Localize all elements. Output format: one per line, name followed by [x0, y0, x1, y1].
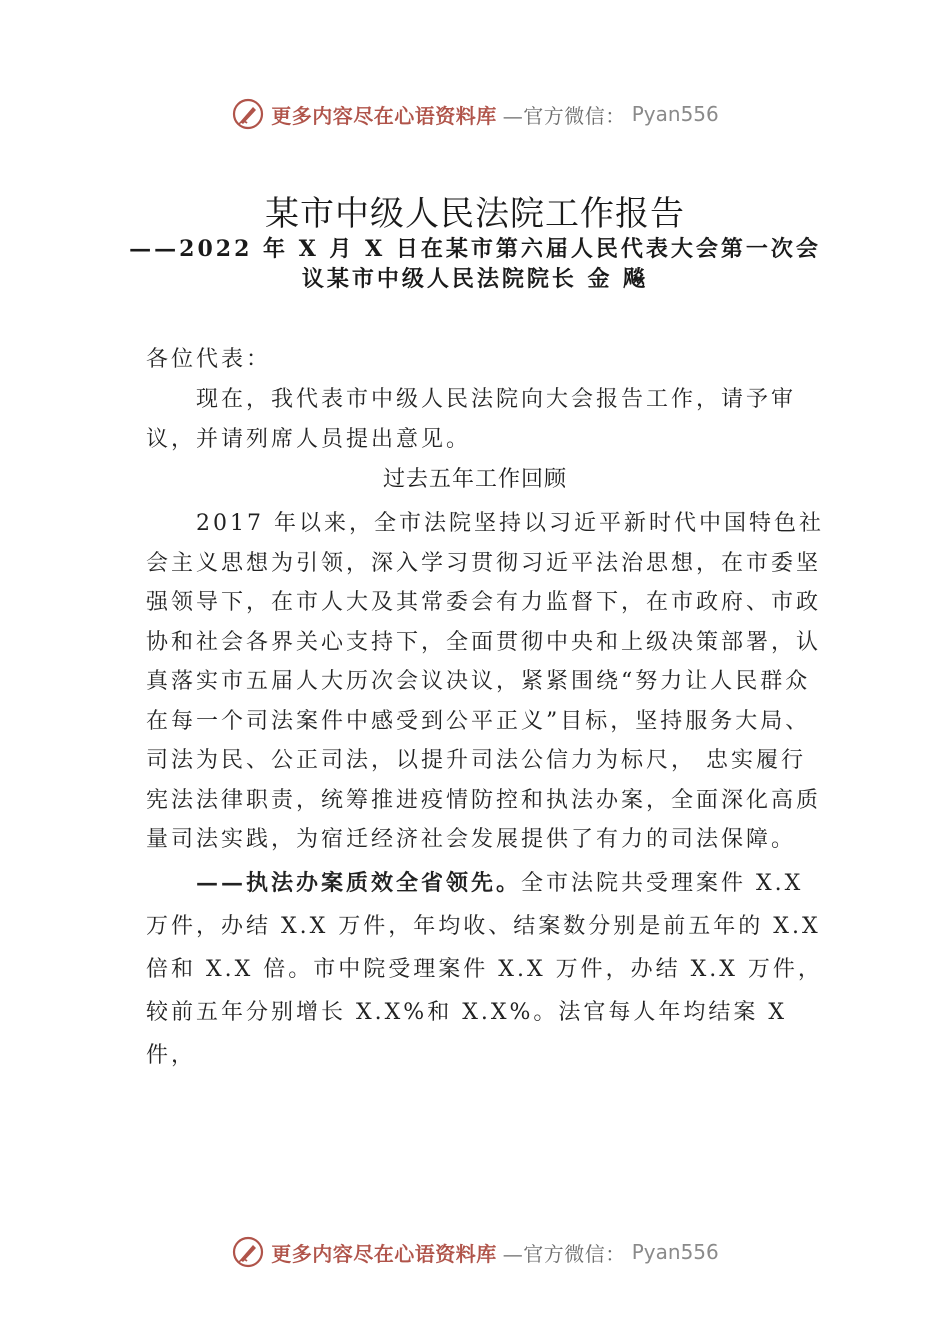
section-heading: 过去五年工作回顾 [382, 467, 567, 492]
watermark-wechat-id: Pyan556 [631, 102, 719, 126]
salutation: 各位代表： [146, 347, 272, 372]
document-title: 某市中级人民法院工作报告 [265, 194, 685, 234]
watermark-bottom [0, 1232, 950, 1272]
document-subtitle-line1: ——2022 年 X 月 X 日在某市第六届人民代表大会第一次会 [129, 236, 821, 262]
watermark-wechat-label: —官方微信： [502, 1241, 626, 1266]
intro-paragraph: 现在，我代表市中级人民法院向大会报告工作，请予审议，并请列席人员提出意见。 [146, 387, 797, 452]
review-paragraph: 2017 年以来，全市法院坚持以习近平新时代中国特色社会主义思想为引领，深入学习贯彻习近平法治思想，在市委坚强领导下，在市人大及其常委会有力监督下，在市政府、市政协和社会各界关心支持下，全面贯彻中央和上级决策部署，认真落实市五届人大历次会议决议，紧紧围绕“努力让人民群众在每一个司法案件中感受到公平正义”目标，坚持服务大局、司法为民、公正司法，以提升司法公信力为标尺， 忠实履行宪法法律职责，统筹推进疫情防控和执法办案，全面深化高质量司法实践，为宿迁经济社会发展提供了有力的司法保障。 [146, 511, 824, 852]
watermark-brand: 更多内容尽在心语资料库 [271, 1241, 497, 1266]
pen-seal-icon [231, 1235, 265, 1269]
case-heading: ——执法办案质效全省领先。 [196, 870, 522, 896]
watermark-wechat-label: —官方微信： [502, 103, 626, 128]
watermark-top [0, 94, 950, 134]
pen-seal-icon [231, 97, 265, 131]
case-paragraph [146, 862, 826, 1077]
case-text: 全市法院共受理案件 X.X 万件，办结 X.X 万件，年均收、结案数分别是前五年的 X.X 倍和 X.X 倍。市中院受理案件 X.X 万件，办结 X.X 万件，较前五年分别增长 X.X%和 X.X%。法官每人年均结案 X 件， [146, 871, 823, 1068]
watermark-wechat-id: Pyan556 [631, 1240, 719, 1264]
watermark-brand: 更多内容尽在心语资料库 [271, 103, 497, 128]
document-subtitle-line2: 议某市中级人民法院院长 金 飚 [301, 266, 649, 292]
